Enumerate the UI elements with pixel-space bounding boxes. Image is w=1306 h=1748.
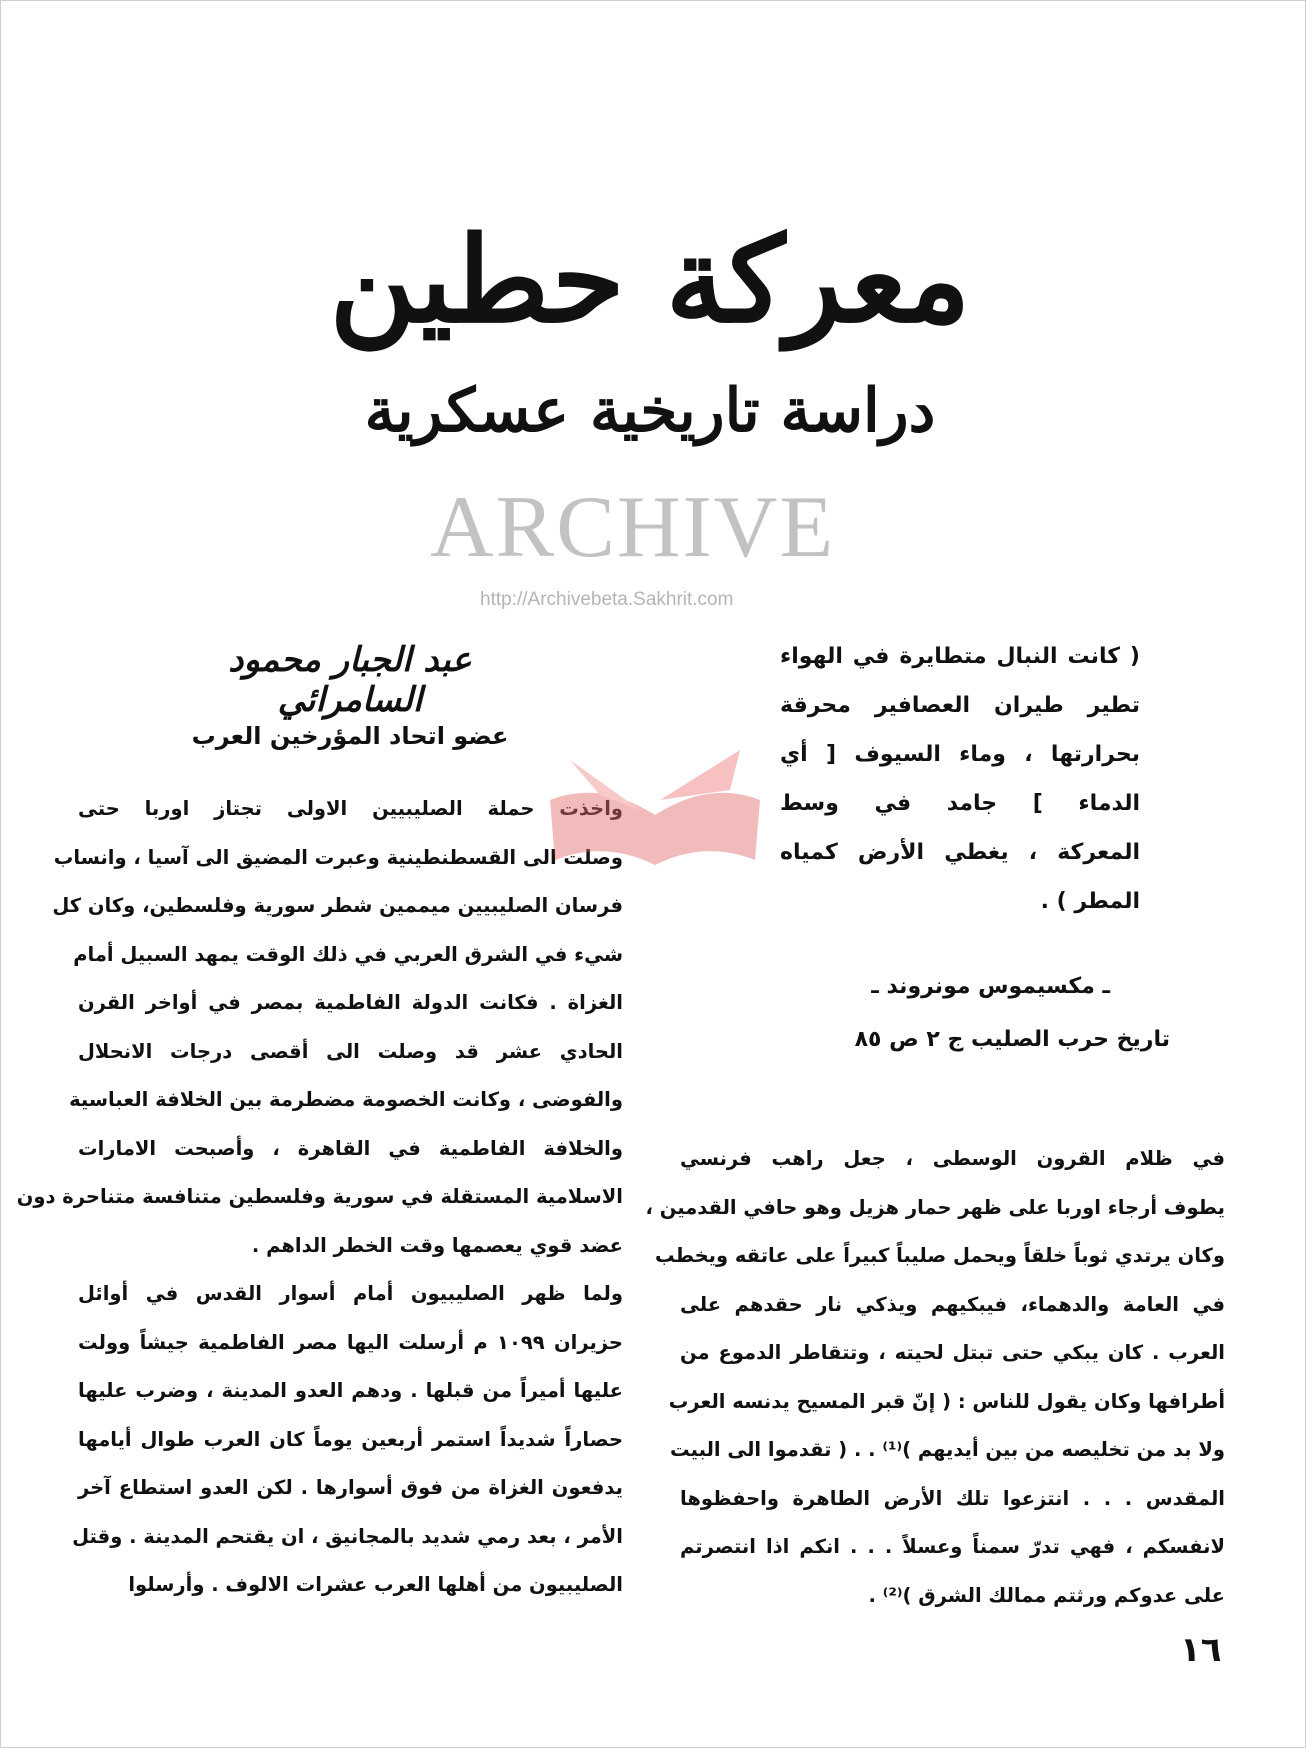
text-line: فرسان الصليبيين ميممين شطر سورية وفلسطين، وكان كل (52, 894, 623, 917)
text-line: الغزاة . فكانت الدولة الفاطمية بمصر في أواخر القرن (78, 991, 623, 1014)
subtitle: دراسة تاريخية عسكرية (364, 376, 936, 446)
text-line: العرب . كان يبكي حتى تبتل لحيته ، وتتقاطر الدموع من (680, 1341, 1225, 1364)
text-line: الاسلامية المستقلة في سورية وفلسطين متنافسة متناحرة دون (16, 1185, 623, 1208)
quote-source: تاريخ حرب الصليب ج ٢ ص ٨٥ (854, 1027, 1170, 1052)
left-column-text (16, 785, 623, 1610)
quote-line: المطر ) . (1040, 889, 1140, 914)
author-affiliation: عضو اتحاد المؤرخين العرب (191, 722, 509, 750)
text-line: ولا بد من تخليصه من بين أيديهم )⁽¹⁾ . . ( تقدموا الى البيت (670, 1438, 1225, 1461)
text-line: والخلافة الفاطمية في القاهرة ، وأصبحت الامارات (78, 1136, 623, 1160)
watermark-url: http://Archivebeta.Sakhrit.com (480, 589, 734, 610)
text-line: لانفسكم ، فهي تدرّ سمناً وعسلاً . . . انكم اذا انتصرتم (680, 1535, 1225, 1558)
right-column-text (645, 1135, 1225, 1620)
text-line: في العامة والدهماء، فيبكيهم ويذكي نار حقدهم على (680, 1292, 1225, 1316)
quote-line: بحرارتها ، وماء السيوف [ أي (780, 742, 1140, 767)
text-line: أطرافها وكان يقول للناس : ( إنّ قبر المسيح يدنسه العرب (668, 1389, 1225, 1413)
text-line: حزيران ١٠٩٩ م أرسلت اليها مصر الفاطمية جيشاً وولت (78, 1330, 623, 1354)
text-line: يدفعون الغزاة من فوق أسوارها . لكن العدو استطاع آخر (78, 1476, 623, 1499)
epigraph-quote (780, 632, 1140, 926)
text-line: في ظلام القرون الوسطى ، جعل راهب فرنسي (680, 1147, 1225, 1170)
epigraph-attribution (770, 960, 1170, 1066)
author-name: عبد الجبار محمود السامرائي (228, 640, 472, 720)
text-line: المقدس . . . انتزعوا تلك الأرض الطاهرة واحفظوها (680, 1486, 1225, 1510)
text-line: وكان يرتدي ثوباً خلقاً ويحمل صليباً كبيراً على عاتقه ويخطب (654, 1244, 1225, 1267)
text-line: شيء في الشرق العربي في ذلك الوقت يمهد السبيل أمام (73, 942, 623, 966)
quote-author: ـ مكسيموس مونروند ـ (871, 974, 1110, 999)
text-line: حصاراً شديداً استمر أربعين يوماً كان العرب طوال أيامها (78, 1427, 623, 1451)
author-block (180, 640, 520, 750)
text-line: الأمر ، بعد رمي شديد بالمجانيق ، ان يقتحم المدينة . وقتل (72, 1524, 623, 1548)
main-title: معركة حطين (329, 210, 971, 349)
text-line: الصليبيون من أهلها العرب عشرات الالوف . وأرسلوا (128, 1573, 623, 1596)
quote-line: تطير طيران العصافير محرقة (780, 693, 1140, 718)
text-line: يطوف أرجاء اوربا على ظهر حمار هزيل وهو حافي القدمين ، (645, 1195, 1225, 1219)
quote-line: الدماء ] جامد في وسط (780, 791, 1140, 816)
text-line: على عدوكم ورثتم ممالك الشرق )⁽²⁾ . (868, 1583, 1225, 1607)
quote-line: ( كانت النبال متطايرة في الهواء (780, 644, 1140, 669)
quote-line: المعركة ، يغطي الأرض كمياه (780, 840, 1140, 865)
text-line: واخذت حملة الصليبيين الاولى تجتاز اوربا حتى (78, 797, 623, 820)
text-line: الحادي عشر قد وصلت الى أقصى درجات الانحلال (78, 1039, 623, 1063)
page-number: ١٦ (1180, 1630, 1222, 1670)
text-line: عليها أميراً من قبلها . ودهم العدو المدينة ، وضرب عليها (78, 1379, 623, 1402)
text-line: وصلت الى القسطنطينية وعبرت المضيق الى آسيا ، وانساب (53, 845, 623, 869)
text-line: ولما ظهر الصليبيون أمام أسوار القدس في أوائل (78, 1282, 623, 1305)
text-line: عضد قوي يعصمها وقت الخطر الداهم . (251, 1233, 623, 1257)
watermark-text: ARCHIVE (430, 479, 836, 576)
text-line: والفوضى ، وكانت الخصومة مضطرمة بين الخلافة العباسية (69, 1088, 623, 1111)
